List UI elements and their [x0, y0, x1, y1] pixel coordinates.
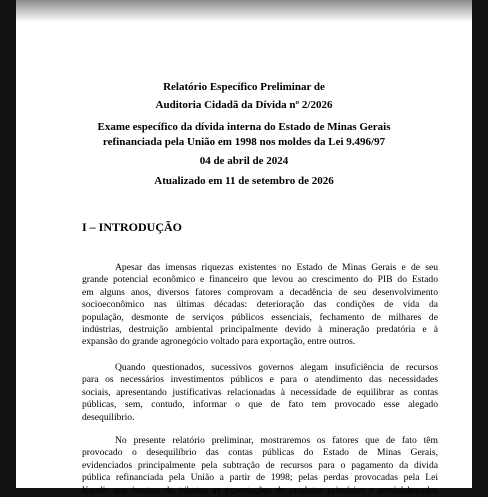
paragraph-line: Kandir que isentou de tributos as exportações de produtos primários e semielaborados — [82, 484, 438, 496]
paragraph-3 — [82, 435, 438, 497]
paragraph-line: em alguns anos, diversos fatores comprovam a decadência de seu desenvolvimento — [82, 286, 438, 298]
title-line-1: Relatório Específico Preliminar de — [163, 81, 325, 93]
paragraph-line: indústrias, destruição ambiental principalmente devido à mineração predatória e à — [82, 323, 438, 335]
paragraph-line: desequilíbrio. — [82, 411, 135, 423]
paragraph-line: públicas, sem, contudo, informar o que de fato tem provocado esse alegado — [82, 399, 438, 411]
paragraph-line: grande potencial econômico e financeiro que levou ao crescimento do PIB do Estado — [82, 274, 438, 286]
document-page — [16, 0, 472, 496]
title-line-2: Auditoria Cidadã da Dívida nº 2/2026 — [155, 99, 333, 111]
paragraph-line: para os necessários investimentos públicos e para o atendimento das necessidades — [82, 374, 438, 386]
paragraph-line: expansão do grande agronegócio voltado para exportação, entre outros. — [82, 336, 356, 348]
paragraph-line: socioeconômico nas últimas décadas: deterioração das condições de vida da — [82, 299, 438, 311]
paragraph-1 — [82, 262, 438, 349]
paragraph-line: pública refinanciada pela União a partir de 1998; pelas perdas provocadas pela Lei — [82, 472, 438, 484]
paragraph-line: população, desmonte de serviços públicos essenciais, fechamento de milhares de — [82, 311, 438, 323]
title-line-3: Exame específico da dívida interna do Estado de Minas Gerais — [97, 121, 391, 133]
page-top-shadow — [16, 0, 472, 22]
paragraph-2 — [82, 362, 438, 424]
paragraph-line: Apesar das imensas riquezas existentes no Estado de Minas Gerais e de seu — [115, 262, 438, 273]
paragraph-line: No presente relatório preliminar, mostraremos os fatores que de fato têm — [115, 435, 438, 446]
section-heading: I – INTRODUÇÃO — [82, 220, 183, 234]
report-updated-date: Atualizado em 11 de setembro de 2026 — [154, 175, 334, 187]
paragraph-line: evidenciados principalmente pela subtração de recursos para o pagamento da dívida — [82, 459, 438, 471]
paragraph-line: provocado o desequilíbrio das contas públicas do Estado de Minas Gerais, — [82, 447, 438, 459]
paragraph-line: sociais, apresentando justificativas relacionadas à necessidade de equilibrar as contas — [82, 386, 438, 398]
report-date: 04 de abril de 2024 — [199, 155, 289, 167]
paragraph-line: Quando questionados, sucessivos governos alegam insuficiência de recursos — [115, 362, 438, 373]
title-line-4: refinanciada pela União em 1998 nos moldes da Lei 9.496/97 — [102, 136, 386, 148]
